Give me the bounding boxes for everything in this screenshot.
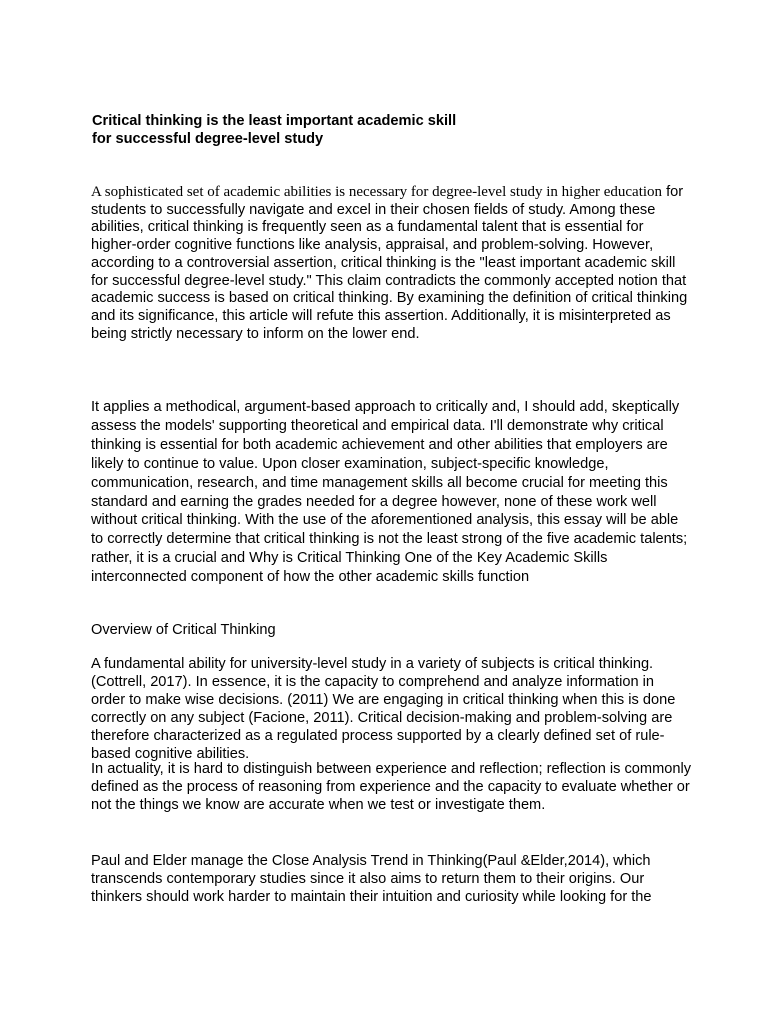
intro-paragraph	[91, 184, 691, 343]
document-title	[92, 112, 692, 148]
title-line-2: for successful degree-level study	[92, 131, 324, 147]
approach-paragraph: It applies a methodical, argument-based approach to critically and, I should add, skeptically assess the models' supporting theoretical and empirical data. I'll demonstrate why critical thinking is essential for both academic achievement and other abilities that employers are likely to continue to value. Upon closer examination, subject-specific knowledge, communication, research, and time management skills all become crucial for meeting this standard and earning the grades needed for a degree however, none of these work well without critical thinking. With the use of the aforementioned analysis, this essay will be able to correctly determine that critical thinking is not the least strong of the five academic talents; rather, it is a crucial and Why is Critical Thinking One of the Key Academic Skills interconnected component of how the other academic skills function	[91, 399, 688, 586]
section-heading-overview: Overview of Critical Thinking	[91, 622, 276, 638]
title-line-1: Critical thinking is the least important academic skill	[92, 113, 457, 129]
intro-lead-sentence: A sophisticated set of academic abilities is necessary for degree-level study in higher education	[91, 184, 663, 200]
overview-paragraph: A fundamental ability for university-level study in a variety of subjects is critical thinking.(Cottrell, 2017). In essence, it is the capacity to comprehend and analyze information in order to make wise decisions. (2011) We are engaging in critical thinking when this is done correctly on any subject (Facione, 2011). Critical decision-making and problem-solving are therefore characterized as a regulated process supported by a clearly defined set of rule-based cognitive abilities.	[91, 656, 676, 762]
paul-elder-paragraph: Paul and Elder manage the Close Analysis Trend in Thinking(Paul &Elder,2014), which transcends contemporary studies since it also aims to return them to their origins. Our thinkers should work harder to maintain their intuition and curiosity while looking for the	[91, 853, 652, 905]
intro-paragraph-body: for students to successfully navigate and excel in their chosen fields of study. Among these abilities, critical thinking is frequently seen as a fundamental talent that is essential for higher-order cognitive functions like analysis, appraisal, and problem-solving. However, according to a controversial assertion, critical thinking is the "least important academic skill for successful degree-level study." This claim contradicts the commonly accepted notion that academic success is based on critical thinking. By examining the definition of critical thinking and its significance, this article will refute this assertion. Additionally, it is misinterpreted as being strictly necessary to inform on the lower end.	[91, 184, 688, 342]
reflection-paragraph: In actuality, it is hard to distinguish between experience and reflection; reflection is commonly defined as the process of reasoning from experience and the capacity to evaluate whether or not the things we know are accurate when we test or investigate them.	[91, 761, 692, 813]
